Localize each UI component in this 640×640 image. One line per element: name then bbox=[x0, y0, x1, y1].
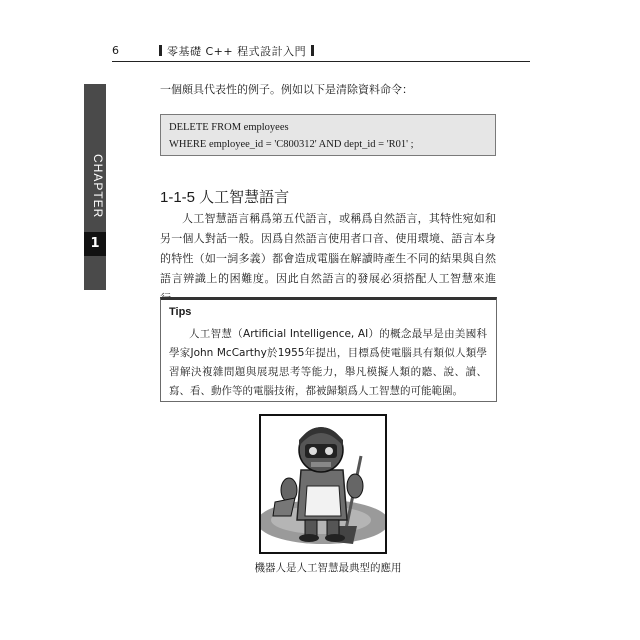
figure-caption: 機器人是人工智慧最典型的應用 bbox=[254, 562, 402, 574]
code-box bbox=[160, 114, 496, 156]
chapter-number: 1 bbox=[84, 232, 106, 256]
page-number: 6 bbox=[112, 44, 119, 57]
tips-text: 人工智慧（Artificial Intelligence, AI）的概念最早是由美國科學家John McCarthy於1955年提出，目標爲使電腦具有類似人類學習解決複雜問題與展現思考等能力，舉凡模擬人類的聽、說、讀、寫、看、動作等的電腦技術，都被歸類爲人工智慧的可能範圍。 bbox=[169, 328, 487, 397]
robot-illustration bbox=[259, 414, 387, 554]
tips-title: Tips bbox=[169, 306, 192, 318]
chapter-label: CHAPTER bbox=[91, 154, 105, 219]
page-header bbox=[112, 40, 530, 62]
code-line-1: DELETE FROM employees bbox=[169, 122, 289, 133]
book-title: 零基礎 C++ 程式設計入門 bbox=[154, 43, 319, 59]
intro-text: 一個頗具代表性的例子。例如以下是清除資料命令： bbox=[160, 83, 413, 96]
section-heading: 1-1-5 人工智慧語言 bbox=[160, 189, 290, 206]
paragraph-text: 人工智慧語言稱爲第五代語言，或稱爲自然語言，其特性宛如和另一個人對話一般。因爲自然語言使用者口音、使用環境、語言本身的特性（如一詞多義）都會造成電腦在解讀時產生不同的結果與自然語言辨識上的困難度。因此自然語言的發展必須搭配人工智慧來進 bbox=[160, 212, 496, 285]
robot-icon bbox=[261, 416, 385, 552]
chapter-tab bbox=[84, 84, 106, 290]
header-rule bbox=[112, 61, 530, 62]
tips-box bbox=[160, 297, 497, 402]
code-line-2: WHERE employee_id = 'C800312' AND dept_id = 'R01' ; bbox=[169, 139, 414, 150]
tips-body bbox=[169, 325, 487, 401]
section-paragraph bbox=[160, 209, 496, 309]
